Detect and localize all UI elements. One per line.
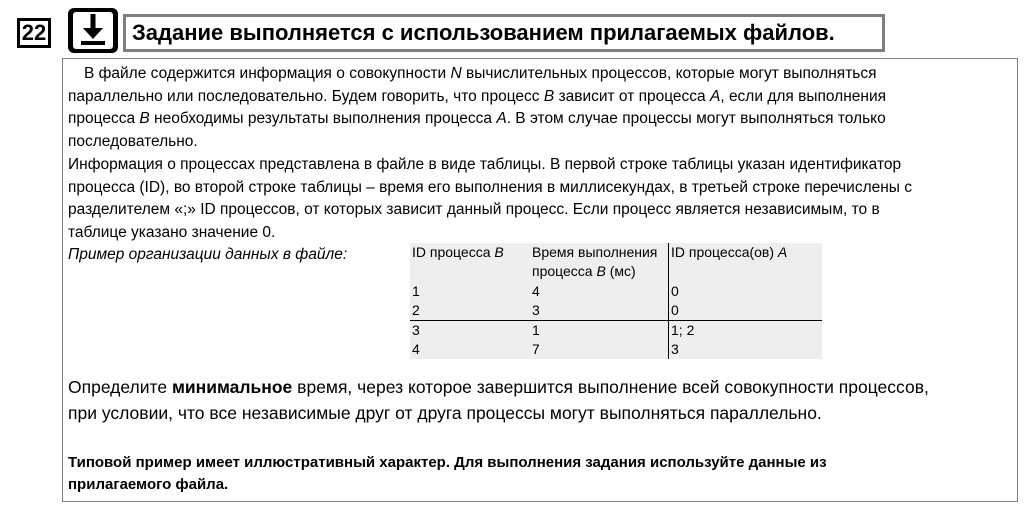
table-cell: 0: [669, 301, 823, 321]
question-text: Определите минимальное время, через которое завершится выполнение всей совокупности процессов, при условии, что все независимые друг от друга процессы могут выполняться параллельно.: [68, 377, 929, 423]
example-label: Пример организации данных в файле:: [68, 246, 348, 263]
table-row: [410, 321, 822, 341]
task-content: [62, 58, 1018, 502]
task-title: Задание выполняется с использованием прилагаемых файлов.: [123, 14, 885, 52]
table-cell: 1: [412, 283, 420, 299]
download-file-icon: [68, 8, 118, 53]
table-cell: 3: [669, 340, 823, 359]
table-cell: 3: [410, 321, 530, 341]
table-cell: 3: [532, 302, 540, 318]
table-row: [410, 282, 822, 301]
table-row: [410, 301, 822, 321]
table-cell: 1: [530, 321, 669, 341]
table-cell: 2: [412, 302, 420, 318]
header-process-id: ID процесса B: [412, 244, 504, 260]
table-cell: 4: [412, 341, 420, 357]
table-cell: 7: [532, 341, 540, 357]
table-cell: 4: [532, 283, 540, 299]
intro-paragraph: В файле содержится информация о совокупности N вычислительных процессов, которые могут выполняться параллельно или последовательно. Будем говорить, что процесс B зависит от процесса A, если для выполнения процесса B необходимы результаты выполнения процесса A. В этом случае процессы могут выполняться только последовательно.: [68, 65, 886, 150]
table-row: [410, 340, 822, 359]
note-text: Типовой пример имеет иллюстративный характер. Для выполнения задания используйте данные из прилагаемого файла.: [68, 454, 827, 493]
table-header-row: [410, 243, 822, 282]
table-cell: 1; 2: [669, 321, 823, 341]
format-paragraph: Информация о процессах представлена в файле в виде таблицы. В первой строке таблицы указан идентификатор процесса (ID), во второй строке таблицы – время его выполнения в миллисекундах, в третьей строке перечислены с разделителем «;» ID процессов, от которых зависит данный процесс. Если процесс является независимым, то в таблице указано значение 0.: [68, 156, 912, 241]
header-dependencies: ID процесса(ов) A: [669, 243, 823, 282]
header-exec-time: Время выполнения процесса B (мс): [532, 244, 658, 279]
table-cell: 0: [669, 282, 823, 301]
example-table: [410, 243, 822, 359]
task-number: 22: [17, 18, 51, 48]
